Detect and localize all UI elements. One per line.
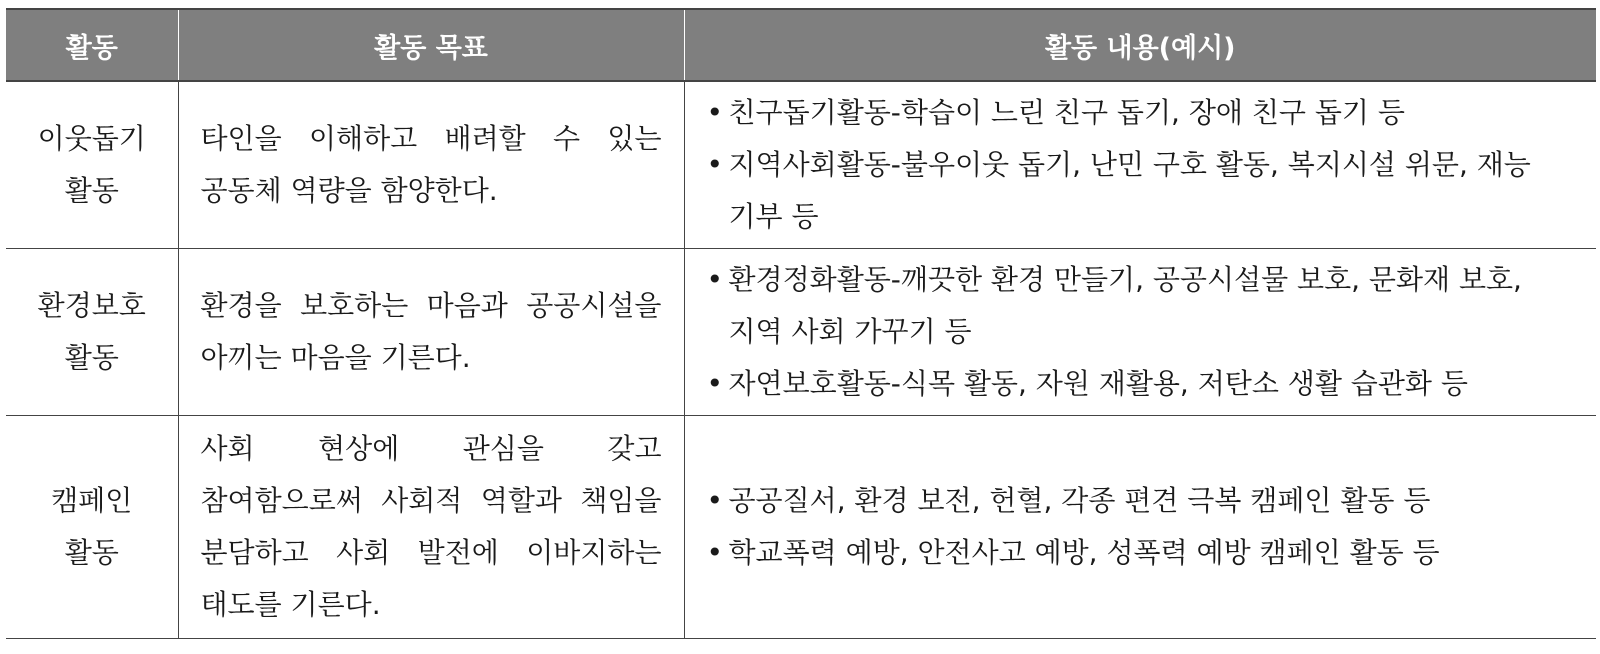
activity-cell [6, 81, 178, 249]
content-list [707, 475, 1583, 579]
activity-table [6, 8, 1596, 639]
bullet-icon: • [706, 367, 724, 400]
activity-name-line1: 환경보호 [37, 289, 146, 322]
activity-name-line1: 캠페인 [51, 484, 133, 517]
activity-name-line2: 활동 [64, 341, 119, 374]
bullet-icon: • [706, 484, 724, 517]
table-row [6, 249, 1596, 416]
table-row [6, 416, 1596, 639]
bullet-icon: • [706, 96, 724, 129]
content-cell [684, 416, 1596, 639]
goal-cell: 타인을 이해하고 배려할 수 있는 공동체 역량을 함양한다. [178, 81, 684, 249]
list-item: • 공공질서, 환경 보전, 헌혈, 각종 편견 극복 캠페인 활동 등 [707, 475, 1583, 527]
header-content: 활동 내용(예시) [684, 9, 1596, 81]
list-item: • 학교폭력 예방, 안전사고 예방, 성폭력 예방 캠페인 활동 등 [707, 527, 1583, 579]
bullet-icon: • [706, 536, 724, 569]
bullet-icon: • [706, 263, 724, 296]
list-item: • 지역사회활동-불우이웃 돕기, 난민 구호 활동, 복지시설 위문, 재능 기부 등 [707, 139, 1583, 243]
content-list [707, 87, 1583, 243]
table-row [6, 81, 1596, 249]
goal-cell: 환경을 보호하는 마음과 공공시설을 아끼는 마음을 기른다. [178, 249, 684, 416]
list-item: • 자연보호활동-식목 활동, 자원 재활용, 저탄소 생활 습관화 등 [707, 358, 1583, 410]
content-cell [684, 81, 1596, 249]
activity-table-container [6, 8, 1596, 639]
table-header-row [6, 9, 1596, 81]
bullet-icon: • [706, 148, 724, 181]
content-cell [684, 249, 1596, 416]
content-list [707, 254, 1583, 410]
goal-cell: 사회 현상에 관심을 갖고 참여함으로써 사회적 역할과 책임을 분담하고 사회 발전에 이바지하는 태도를 기른다. [178, 416, 684, 639]
activity-name-line2: 활동 [64, 174, 119, 207]
header-goal: 활동 목표 [178, 9, 684, 81]
activity-cell [6, 249, 178, 416]
activity-cell [6, 416, 178, 639]
activity-name-line2: 활동 [64, 536, 119, 569]
header-activity: 활동 [6, 9, 178, 81]
list-item: • 친구돕기활동-학습이 느린 친구 돕기, 장애 친구 돕기 등 [707, 87, 1583, 139]
activity-name-line1: 이웃돕기 [37, 122, 146, 155]
list-item: • 환경정화활동-깨끗한 환경 만들기, 공공시설물 보호, 문화재 보호, 지역 사회 가꾸기 등 [707, 254, 1583, 358]
